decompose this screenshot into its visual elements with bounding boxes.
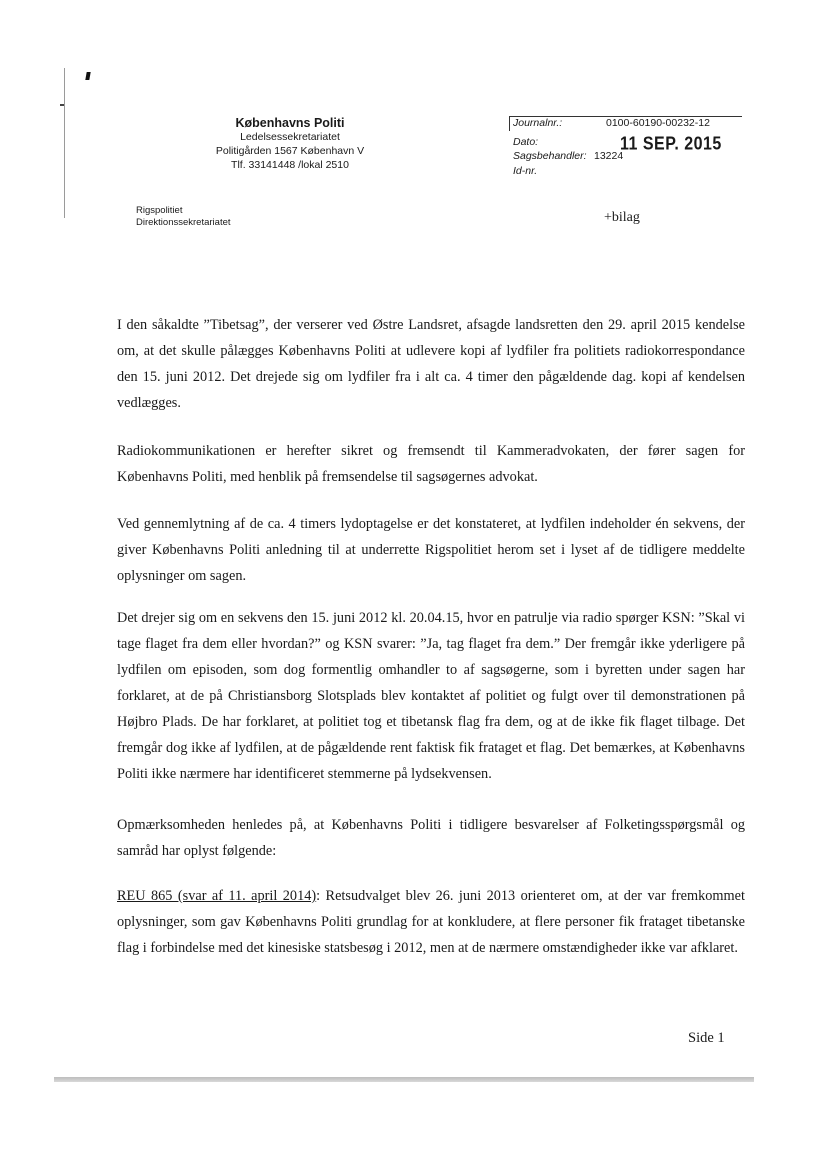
margin-tick-mark bbox=[60, 104, 64, 106]
bottom-rule bbox=[54, 1077, 754, 1082]
paragraph-1: I den såkaldte ”Tibetsag”, der verserer ved Østre Landsret, afsagde landsretten den 29. april 2015 kendelse om, at det skulle pålægges Københavns Politi at udlevere kopi af lydfiler fra politiets radiokorrespondance den 15. juni 2012. Det drejede sig om lydfiler fra i alt ca. 4 timer den pågældende dag. kopi af kendelsen vedlægges. bbox=[117, 317, 745, 411]
recipient bbox=[136, 205, 231, 229]
department: Ledelsessekretariatet bbox=[240, 131, 340, 143]
handler-label: Sagsbehandler: bbox=[513, 150, 587, 162]
paragraph-6 bbox=[117, 883, 745, 961]
address: Politigården 1567 København V bbox=[215, 145, 365, 157]
id-label: Id-nr. bbox=[513, 165, 538, 177]
left-margin-line bbox=[64, 68, 65, 218]
date-stamp: 11 SEP. 2015 bbox=[620, 134, 722, 155]
phone: Tlf. 33141448 /lokal 2510 bbox=[231, 159, 349, 171]
paragraph-5: Opmærksomheden henledes på, at Københavns Politi i tidligere besvarelser af Folketingsspørgsmål og samråd har oplyst følgende: bbox=[117, 817, 745, 859]
paragraph-3: Ved gennemlytning af de ca. 4 timers lydoptagelse er det konstateret, at lydfilen indeholder én sekvens, der giver Københavns Politi anledning til at underrette Rigspolitiet herom set i lyset af de tidligere meddelte oplysninger om sagen. bbox=[117, 516, 745, 584]
date-label: Dato: bbox=[513, 136, 539, 148]
org-name: Københavns Politi bbox=[235, 116, 345, 130]
paragraph-4: Det drejer sig om en sekvens den 15. juni 2012 kl. 20.04.15, hvor en patrulje via radio spørger KSN: ”Skal vi tage flaget fra dem eller hvordan?” og KSN svarer: ”Ja, tag flaget fra dem.” Der fremgår ikke yderligere på lydfilen om episoden, som dog formentlig omhandler to af sagsøgerne, som i byretten under sagen har forklaret, at de på Christiansborg Slotsplads blev kontaktet af politiet og fulgt over til demonstrationen på Højbro Plads. De har forklaret, at politiet tog et tibetansk flag fra dem, og at de ikke fik flaget tilbage. Det fremgår dog ikke af lydfilen, at de pågældende rent faktisk fik frataget et flag. Det bemærkes, at Københavns Politi ikke nærmere har identificeret stemmerne på lydsekvensen. bbox=[117, 610, 745, 782]
stray-pen-mark bbox=[85, 72, 90, 80]
handler-value: 13224 bbox=[594, 150, 624, 162]
reference-reu-865: REU 865 (svar af 11. april 2014) bbox=[117, 888, 317, 904]
attachment-note: +bilag bbox=[604, 210, 640, 225]
page-number: Side 1 bbox=[688, 1030, 725, 1046]
journal-value: 0100-60190-00232-12 bbox=[606, 117, 710, 129]
recipient-line-1: Rigspolitiet bbox=[136, 205, 183, 216]
letterhead bbox=[190, 116, 390, 172]
journal-label: Journalnr.: bbox=[513, 117, 563, 129]
paragraph-2: Radiokommunikationen er herefter sikret og fremsendt til Kammeradvokaten, der fører sagen for Københavns Politi, med henblik på fremsendelse til sagsøgernes advokat. bbox=[117, 443, 745, 485]
recipient-line-2: Direktionssekretariatet bbox=[136, 217, 231, 228]
paragraph-6-text: : Retsudvalget blev 26. juni 2013 orienteret om, at der var fremkommet oplysninger, som gav Københavns Politi grundlag for at konkludere, at flere personer fik frataget tibetanske flag i forbindelse med det kinesiske statsbesøg i 2012, men at de nærmere omstændigheder ikke var afklaret. bbox=[117, 888, 745, 956]
